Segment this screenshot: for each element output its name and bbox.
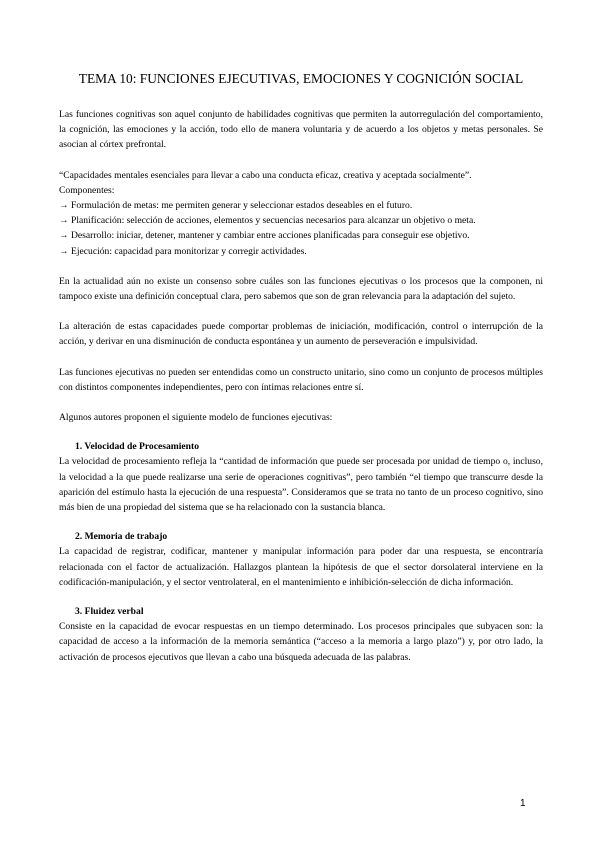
section-working-memory — [59, 529, 543, 590]
section-body: La capacidad de registrar, codificar, mantener y manipular información para poder dar una respuesta, se encontraría relacionada con el factor de actualización. Hallazgos plantean la hipótesis de que el sector dorsolateral interviene en la codificación-manipulación, y el sector ventrolateral, en el mantenimiento e inhibición-selección de dicha información. — [59, 546, 543, 588]
section-processing-speed — [59, 439, 543, 515]
list-item: → Ejecución: capacidad para monitorizar y corregir actividades. — [59, 245, 307, 257]
definition-quote: “Capacidades mentales esenciales para llevar a cabo una conducta eficaz, creativa y aceptada socialmente”. — [59, 169, 472, 181]
section-body: La velocidad de procesamiento refleja la “cantidad de información que puede ser procesada por unidad de tiempo o, incluso, la velocidad a la que puede realizarse una serie de operaciones cognitivas”, pero también “el tiempo que transcurre desde la aparición del estímulo hasta la ejecución de una respuesta”. Consideramos que se trata no tanto de un proceso cognitivo, sino más bien de una propiedad del sistema que se ha relacionado con la sustancia blanca. — [59, 456, 543, 514]
components-label: Componentes: — [59, 184, 115, 196]
list-item: → Desarrollo: iniciar, detener, mantener y cambiar entre acciones planificadas para conseguir ese objetivo. — [59, 230, 470, 242]
page-title: TEMA 10: FUNCIONES EJECUTIVAS, EMOCIONES Y COGNICIÓN SOCIAL — [78, 71, 524, 86]
alteration-paragraph: La alteración de estas capacidades puede comportar problemas de iniciación, modificación, control o interrupción de la acción, y derivar en una disminución de conducta espontánea y un aumento de perseveración e impulsividad. — [59, 321, 543, 348]
section-heading: 2. Memoria de trabajo — [75, 531, 168, 543]
list-item: → Planificación: selección de acciones, elementos y secuencias necesarios para alcanzar un objetivo o meta. — [59, 215, 476, 227]
components-list — [59, 198, 543, 259]
section-heading: 3. Fluidez verbal — [75, 606, 144, 618]
section-heading: 1. Velocidad de Procesamiento — [75, 441, 200, 453]
model-intro-paragraph: Algunos autores proponen el siguiente modelo de funciones ejecutivas: — [59, 412, 333, 424]
page-number: 1 — [520, 798, 526, 809]
consensus-paragraph: En la actualidad aún no existe un consenso sobre cuáles son las funciones ejecutivas o los procesos que la componen, ni tampoco existe una definición conceptual clara, pero sabemos que son de gran relevancia para la adaptación del sujeto. — [59, 275, 543, 303]
section-verbal-fluency — [59, 604, 543, 665]
section-body: Consiste en la capacidad de evocar respuestas en un tiempo determinado. Los procesos principales que subyacen son: la capacidad de acceso a la información de la memoria semántica (“acceso a la memoria a largo plazo”) y, por otro lado, la activación de procesos ejecutivos que llevan a cabo una búsqueda adecuada de las palabras. — [59, 621, 543, 663]
multiple-processes-paragraph: Las funciones ejecutivas no pueden ser entendidas como un constructo unitario, sino como un conjunto de procesos múltiples con distintos componentes independientes, pero con íntimas relaciones entre sí. — [59, 366, 543, 393]
list-item: → Formulación de metas: me permiten generar y seleccionar estados deseables en el futuro. — [59, 200, 413, 212]
document-page — [59, 70, 543, 665]
intro-paragraph: Las funciones cognitivas son aquel conjunto de habilidades cognitivas que permiten la autorregulación del comportamiento, la cognición, las emociones y la acción, todo ello de manera voluntaria y de acuerdo a los objetos y metas personales. Se asocian al córtex prefrontal. — [59, 109, 543, 151]
